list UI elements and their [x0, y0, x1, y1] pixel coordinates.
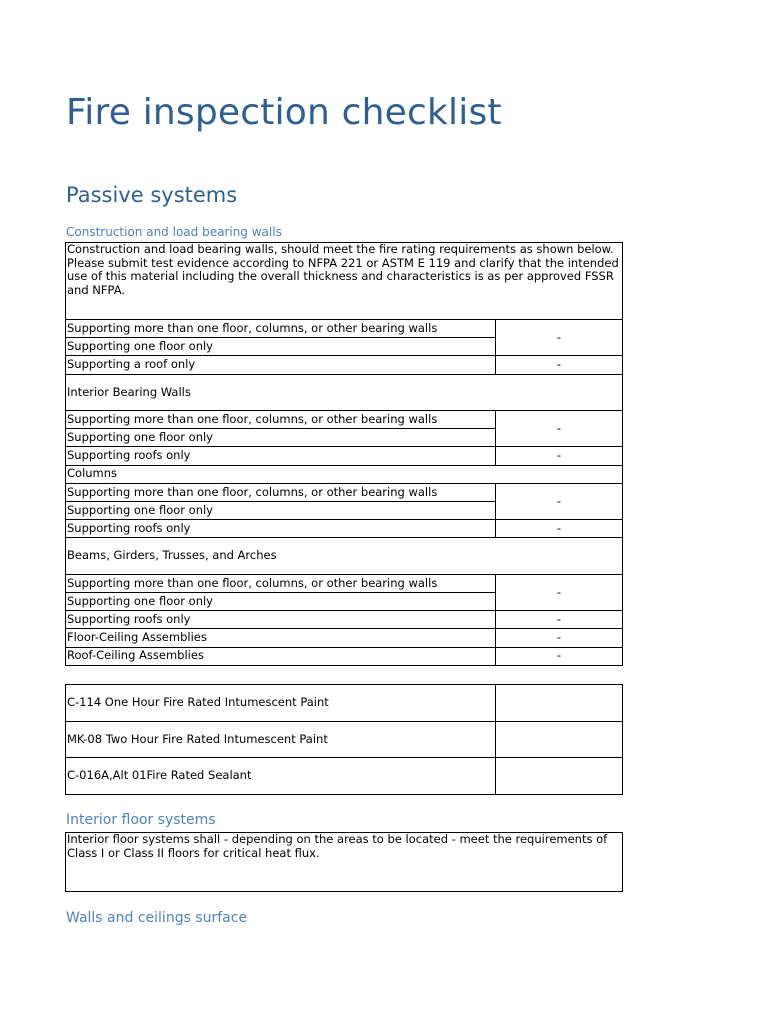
table-row-label: C-016A,Alt 01Fire Rated Sealant	[66, 758, 496, 795]
table-row-label: Floor-Ceiling Assemblies	[66, 629, 496, 647]
table-row-label: Supporting more than one floor, columns, or other bearing walls	[66, 483, 496, 501]
table-row-value: -	[496, 647, 623, 665]
table-row-value	[496, 758, 623, 795]
group-heading-columns: Columns	[66, 465, 623, 483]
table-row-value: -	[496, 320, 623, 356]
fire-rating-intro: Construction and load bearing walls, should meet the fire rating requirements as shown below. Please submit test evidence according to NFPA 221 or ASTM E 119 and clarify that the intended use of this material including the overall thickness and characteristics is as per approved FSSR and NFPA.	[66, 243, 623, 320]
table-row-value	[496, 685, 623, 722]
table-row-label: Supporting roofs only	[66, 447, 496, 465]
subheading-construction-walls: Construction and load bearing walls	[66, 225, 282, 239]
table-row-label: Supporting a roof only	[66, 356, 496, 374]
section-heading-passive-systems: Passive systems	[66, 183, 238, 207]
table-row-label: Supporting one floor only	[66, 593, 496, 611]
table-row-value	[496, 721, 623, 758]
group-heading-beams-girders: Beams, Girders, Trusses, and Arches	[66, 538, 623, 575]
table-row-value: -	[496, 411, 623, 447]
table-row-value: -	[496, 520, 623, 538]
table-row-label: Roof-Ceiling Assemblies	[66, 647, 496, 665]
fire-rating-table	[65, 242, 623, 666]
table-row-label: Supporting one floor only	[66, 502, 496, 520]
table-row-label: C-114 One Hour Fire Rated Intumescent Paint	[66, 685, 496, 722]
table-row-value: -	[496, 629, 623, 647]
table-row-label: Supporting one floor only	[66, 429, 496, 447]
table-row-label: Supporting more than one floor, columns, or other bearing walls	[66, 574, 496, 592]
interior-floor-text: Interior floor systems shall - depending on the areas to be located - meet the requirements of Class I or Class II floors for critical heat flux.	[66, 833, 623, 892]
table-row-label: Supporting roofs only	[66, 611, 496, 629]
group-heading-interior-bearing-walls: Interior Bearing Walls	[66, 374, 623, 411]
interior-floor-table	[65, 832, 623, 892]
table-row-label: Supporting one floor only	[66, 338, 496, 356]
subheading-interior-floor-systems: Interior floor systems	[66, 812, 216, 828]
table-row-value: -	[496, 356, 623, 374]
subheading-walls-ceilings: Walls and ceilings surface	[66, 910, 248, 926]
materials-table	[65, 684, 623, 795]
table-row-label: Supporting more than one floor, columns, or other bearing walls	[66, 411, 496, 429]
page-title: Fire inspection checklist	[66, 92, 502, 133]
table-row-label: Supporting more than one floor, columns, or other bearing walls	[66, 320, 496, 338]
table-row-label: MK-08 Two Hour Fire Rated Intumescent Paint	[66, 721, 496, 758]
table-row-value: -	[496, 574, 623, 610]
table-row-value: -	[496, 611, 623, 629]
table-row-label: Supporting roofs only	[66, 520, 496, 538]
table-row-value: -	[496, 447, 623, 465]
table-row-value: -	[496, 483, 623, 519]
